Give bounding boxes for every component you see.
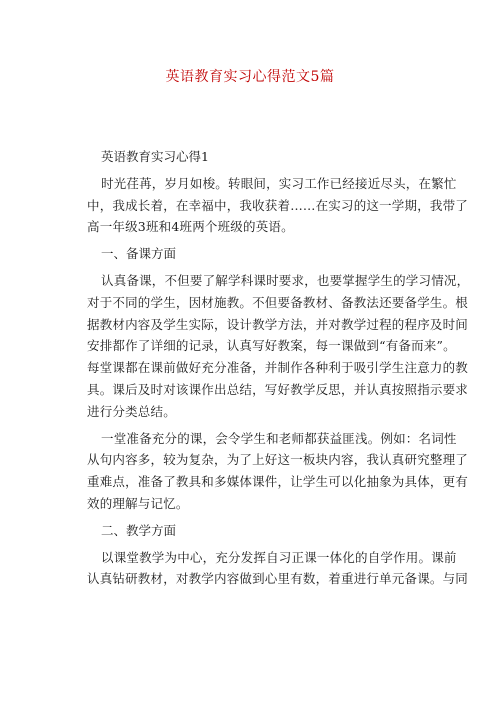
paragraph-line: 以课堂教学为中心，充分发挥自习正课一体化的自学作用。课前 — [101, 549, 457, 565]
paragraph-line: 安排都作了详细的记录，认真写好教案，每一课做到“有备而来”。 — [87, 338, 456, 354]
paragraph-line: 中，我成长着，在幸福中，我收获着……在实习的这一学期，我带了 — [87, 197, 469, 213]
paragraph-line: 进行分类总结。 — [87, 403, 176, 419]
paragraph-line: 一堂准备充分的课，会令学生和老师都获益匪浅。例如：名词性 — [101, 430, 457, 446]
paragraph-line: 每堂课都在课前做好充分准备，并制作各种利于吸引学生注意力的教 — [87, 360, 469, 376]
paragraph-example — [87, 428, 469, 515]
paragraph-line: 认真钻研教材，对教学内容做到心里有数，着重进行单元备课。与同 — [87, 571, 469, 587]
paragraph-teaching — [87, 547, 469, 591]
paragraph-line: 据教材内容及学生实际，设计教学方法，并对教学过程的程序及时间 — [87, 316, 469, 332]
paragraph-line: 认真备课，不但要了解学科课时要求，也要掌握学生的学习情况， — [101, 272, 470, 288]
paragraph-line: 从句内容多，较为复杂，为了上好这一板块内容，我认真研究整理了 — [87, 452, 469, 468]
paragraph-line: 具。课后及时对该课作出总结，写好教学反思，并认真按照指示要求 — [87, 381, 469, 397]
document-title: 英语教育实习心得范文5篇 — [165, 69, 335, 85]
paragraph-line: 高一年级3班和4班两个班级的英语。 — [87, 219, 294, 235]
paragraph-line: 对于不同的学生，因材施教。不但要备教材、备教法还要备学生。根 — [87, 294, 469, 310]
heading-lesson-prep: 一、备课方面 — [101, 246, 177, 262]
paragraph-line: 重难点，准备了教具和多媒体课件，让学生可以化抽象为具体，更有 — [87, 474, 469, 490]
paragraph-intro — [87, 173, 469, 238]
paragraph-lesson-prep — [87, 270, 470, 423]
section-subtitle: 英语教育实习心得1 — [101, 149, 209, 164]
heading-teaching: 二、教学方面 — [101, 522, 177, 538]
paragraph-line: 时光荏苒，岁月如梭。转眼间，实习工作已经接近尽头，在繁忙 — [101, 175, 457, 191]
document-body — [87, 146, 470, 595]
paragraph-line: 效的理解与记忆。 — [87, 495, 189, 511]
